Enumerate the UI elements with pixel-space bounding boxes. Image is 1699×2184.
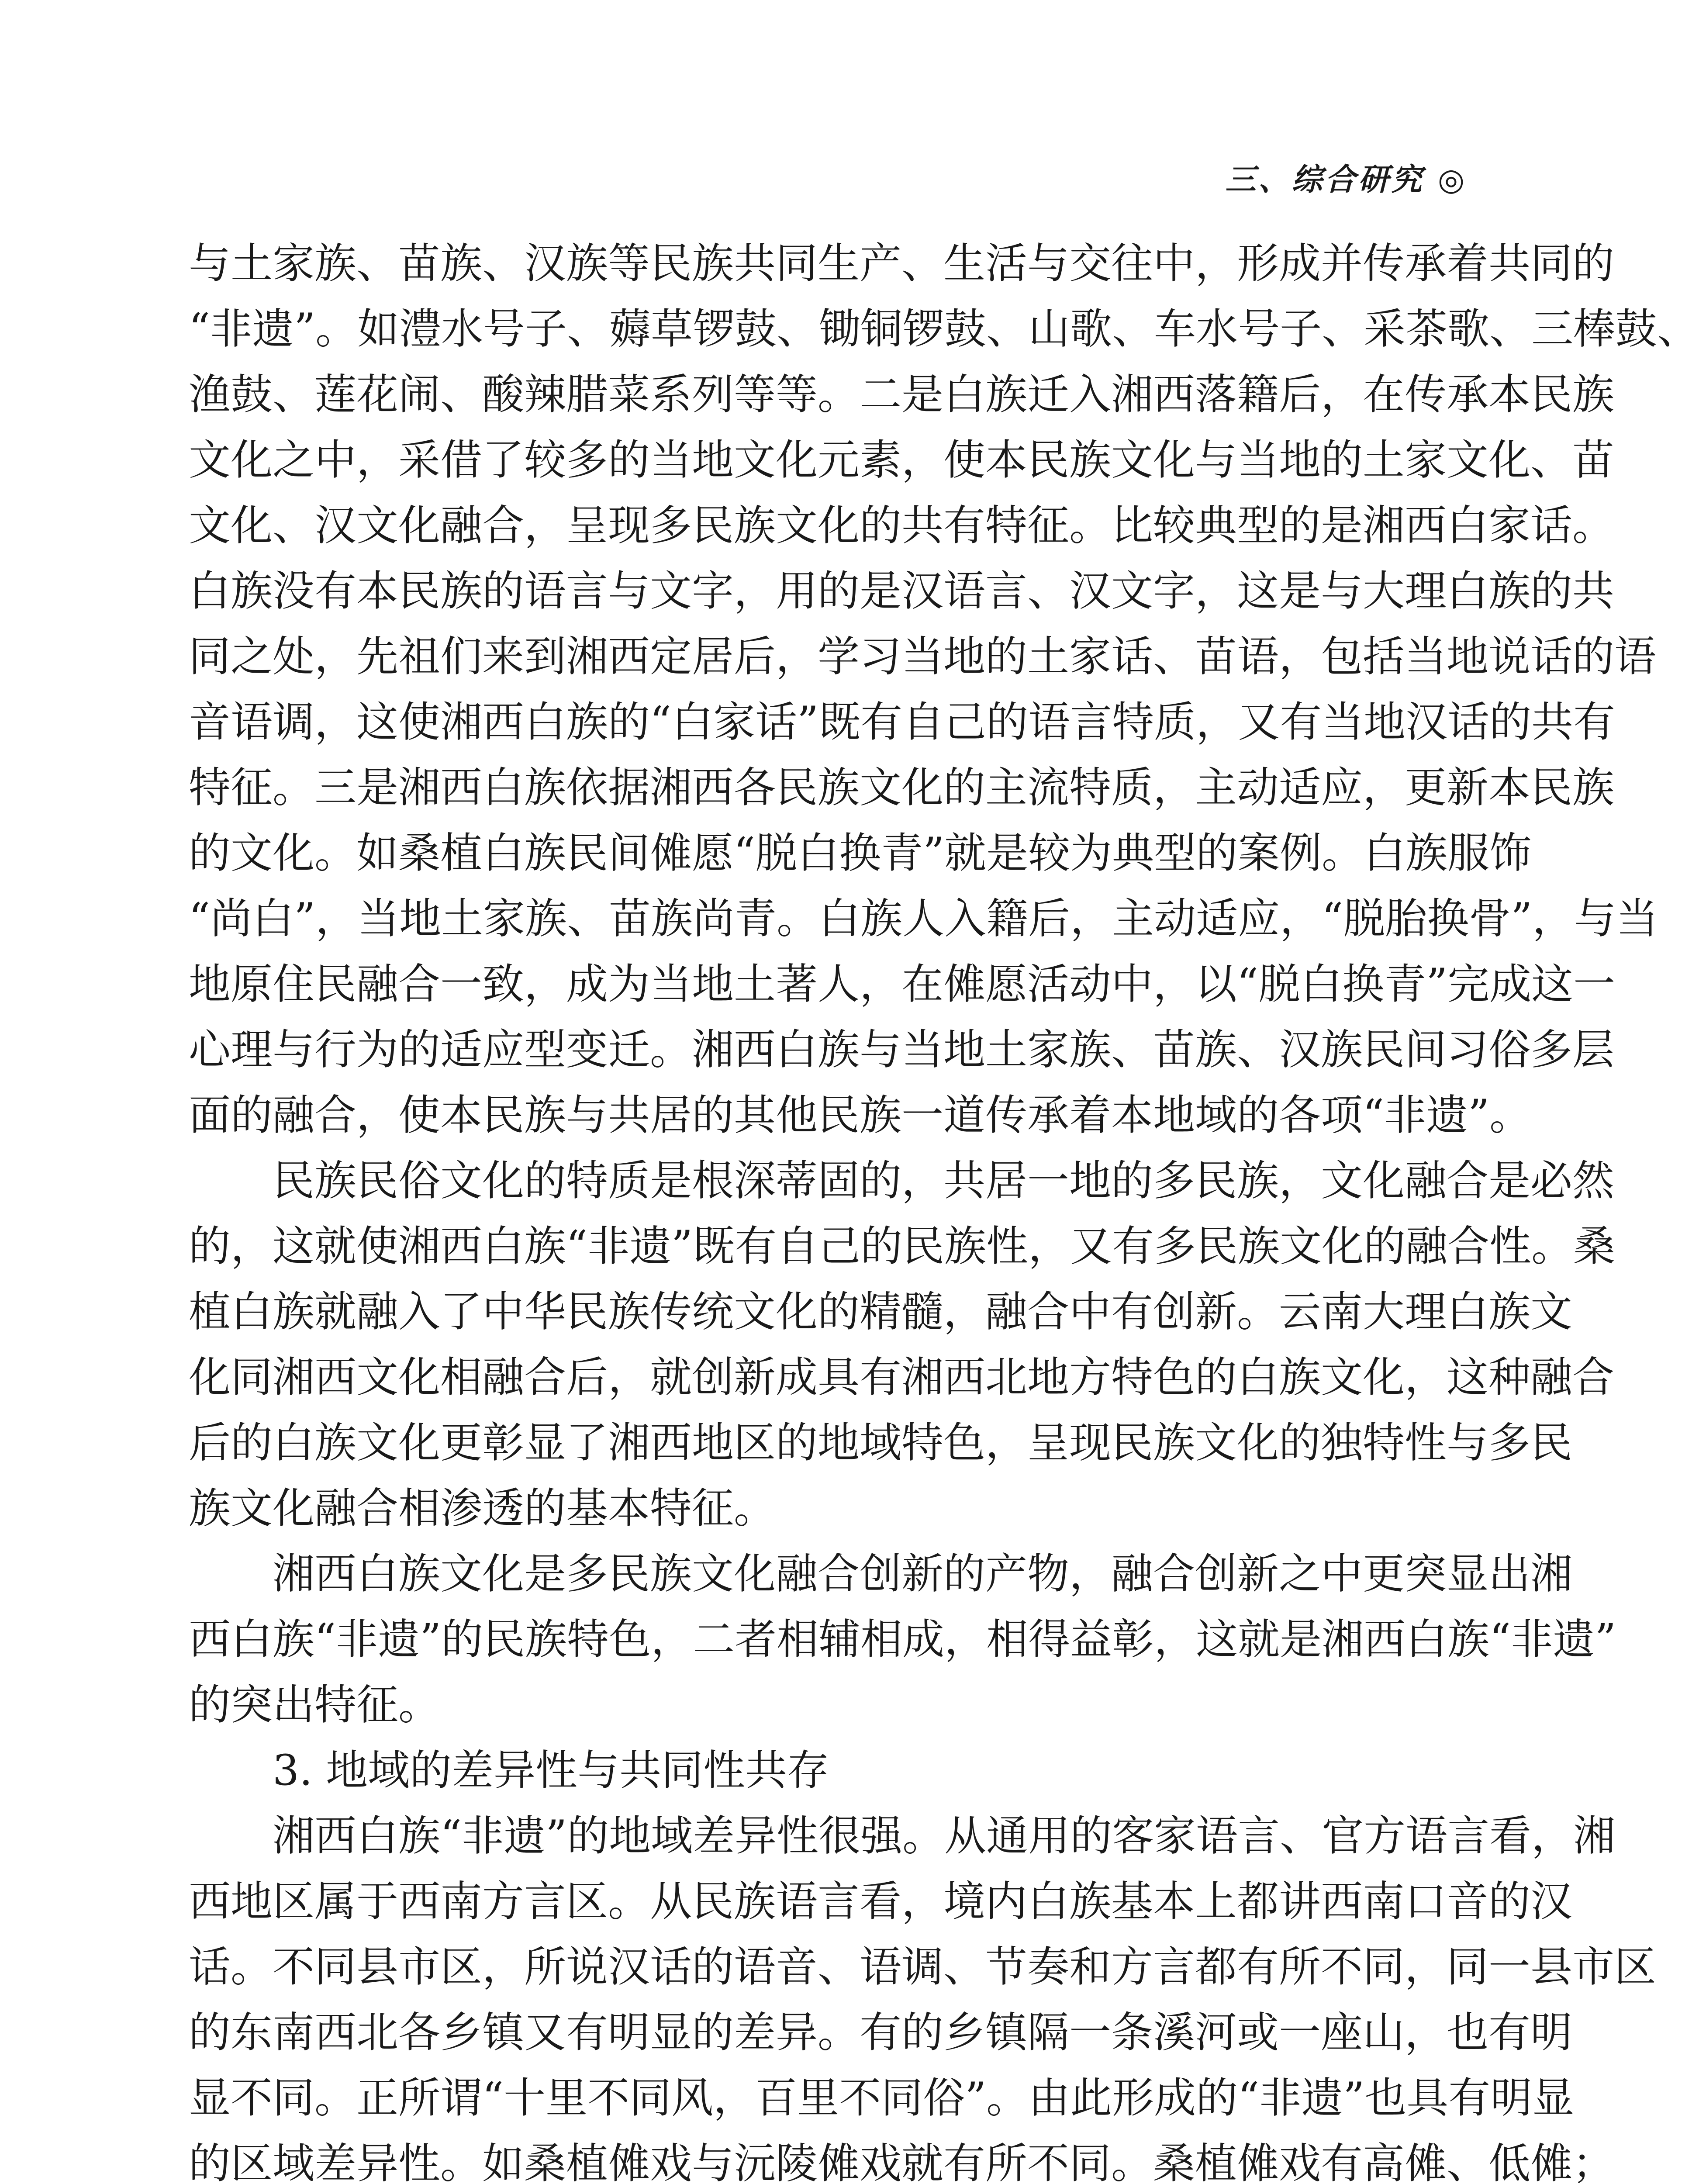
text-line: 化同湘西文化相融合后，就创新成具有湘西北地方特色的白族文化，这种融合 xyxy=(189,1353,1614,1402)
text-line: 湘西白族“非遗”的地域差异性很强。从通用的客家语言、官方语言看，湘 xyxy=(189,1811,1616,1860)
text-line: 的，这就使湘西白族“非遗”既有自己的民族性，又有多民族文化的融合性。桑 xyxy=(189,1222,1616,1271)
text-line: 西地区属于西南方言区。从民族语言看，境内白族基本上都讲西南口音的汉 xyxy=(189,1877,1572,1926)
section-heading: 3. 地域的差异性与共同性共存 xyxy=(189,1746,829,1795)
text-line: 面的融合，使本民族与共居的其他民族一道传承着本地域的各项“非遗”。 xyxy=(189,1091,1532,1140)
running-head: 三、综合研究 ◎ xyxy=(1225,161,1467,197)
text-line: 特征。三是湘西白族依据湘西各民族文化的主流特质，主动适应，更新本民族 xyxy=(189,763,1614,812)
text-line: 地原住民融合一致，成为当地土著人，在傩愿活动中，以“脱白换青”完成这一 xyxy=(189,960,1616,1009)
text-line: 渔鼓、莲花闹、酸辣腊菜系列等等。二是白族迁入湘西落籍后，在传承本民族 xyxy=(189,370,1614,419)
text-line: 音语调，这使湘西白族的“白家话”既有自己的语言特质，又有当地汉话的共有 xyxy=(189,698,1616,746)
text-line: 文化、汉文化融合，呈现多民族文化的共有特征。比较典型的是湘西白家话。 xyxy=(189,501,1614,550)
text-line: 显不同。正所谓“十里不同风，百里不同俗”。由此形成的“非遗”也具有明显 xyxy=(189,2073,1575,2122)
text-line: 话。不同县市区，所说汉话的语音、语调、节奏和方言都有所不同，同一县市区 xyxy=(189,1942,1656,1991)
text-line: 的区域差异性。如桑植傩戏与沅陵傩戏就有所不同。桑植傩戏有高傩、低傩； xyxy=(189,2139,1614,2184)
text-line: 的突出特征。 xyxy=(189,1680,440,1729)
text-line: “尚白”，当地土家族、苗族尚青。白族人入籍后，主动适应，“脱胎换骨”，与当 xyxy=(189,894,1658,943)
text-line: 的东南西北各乡镇又有明显的差异。有的乡镇隔一条溪河或一座山，也有明 xyxy=(189,2008,1572,2057)
text-line: 的文化。如桑植白族民间傩愿“脱白换青”就是较为典型的案例。白族服饰 xyxy=(189,829,1532,878)
text-line: 后的白族文化更彰显了湘西地区的地域特色，呈现民族文化的独特性与多民 xyxy=(189,1418,1572,1467)
text-line: 植白族就融入了中华民族传统文化的精髓，融合中有创新。云南大理白族文 xyxy=(189,1287,1572,1336)
text-line: 文化之中，采借了较多的当地文化元素，使本民族文化与当地的土家文化、苗 xyxy=(189,435,1614,484)
text-line: 心理与行为的适应型变迁。湘西白族与当地土家族、苗族、汉族民间习俗多层 xyxy=(189,1025,1614,1074)
body-text xyxy=(189,231,1699,2184)
text-line: 与土家族、苗族、汉族等民族共同生产、生活与交往中，形成并传承着共同的 xyxy=(189,239,1614,288)
text-line: 族文化融合相渗透的基本特征。 xyxy=(189,1484,776,1533)
text-line: 湘西白族文化是多民族文化融合创新的产物，融合创新之中更突显出湘 xyxy=(189,1549,1572,1598)
text-line: “非遗”。如澧水号子、薅草锣鼓、锄铜锣鼓、山歌、车水号子、采茶歌、三棒鼓、 xyxy=(189,304,1699,353)
text-line: 白族没有本民族的语言与文字，用的是汉语言、汉文字，这是与大理白族的共 xyxy=(189,567,1614,615)
text-line: 同之处，先祖们来到湘西定居后，学习当地的土家话、苗语，包括当地说话的语 xyxy=(189,632,1656,681)
text-line: 民族民俗文化的特质是根深蒂固的，共居一地的多民族，文化融合是必然 xyxy=(189,1156,1614,1205)
text-line: 西白族“非遗”的民族特色，二者相辅相成，相得益彰，这就是湘西白族“非遗” xyxy=(189,1615,1616,1664)
